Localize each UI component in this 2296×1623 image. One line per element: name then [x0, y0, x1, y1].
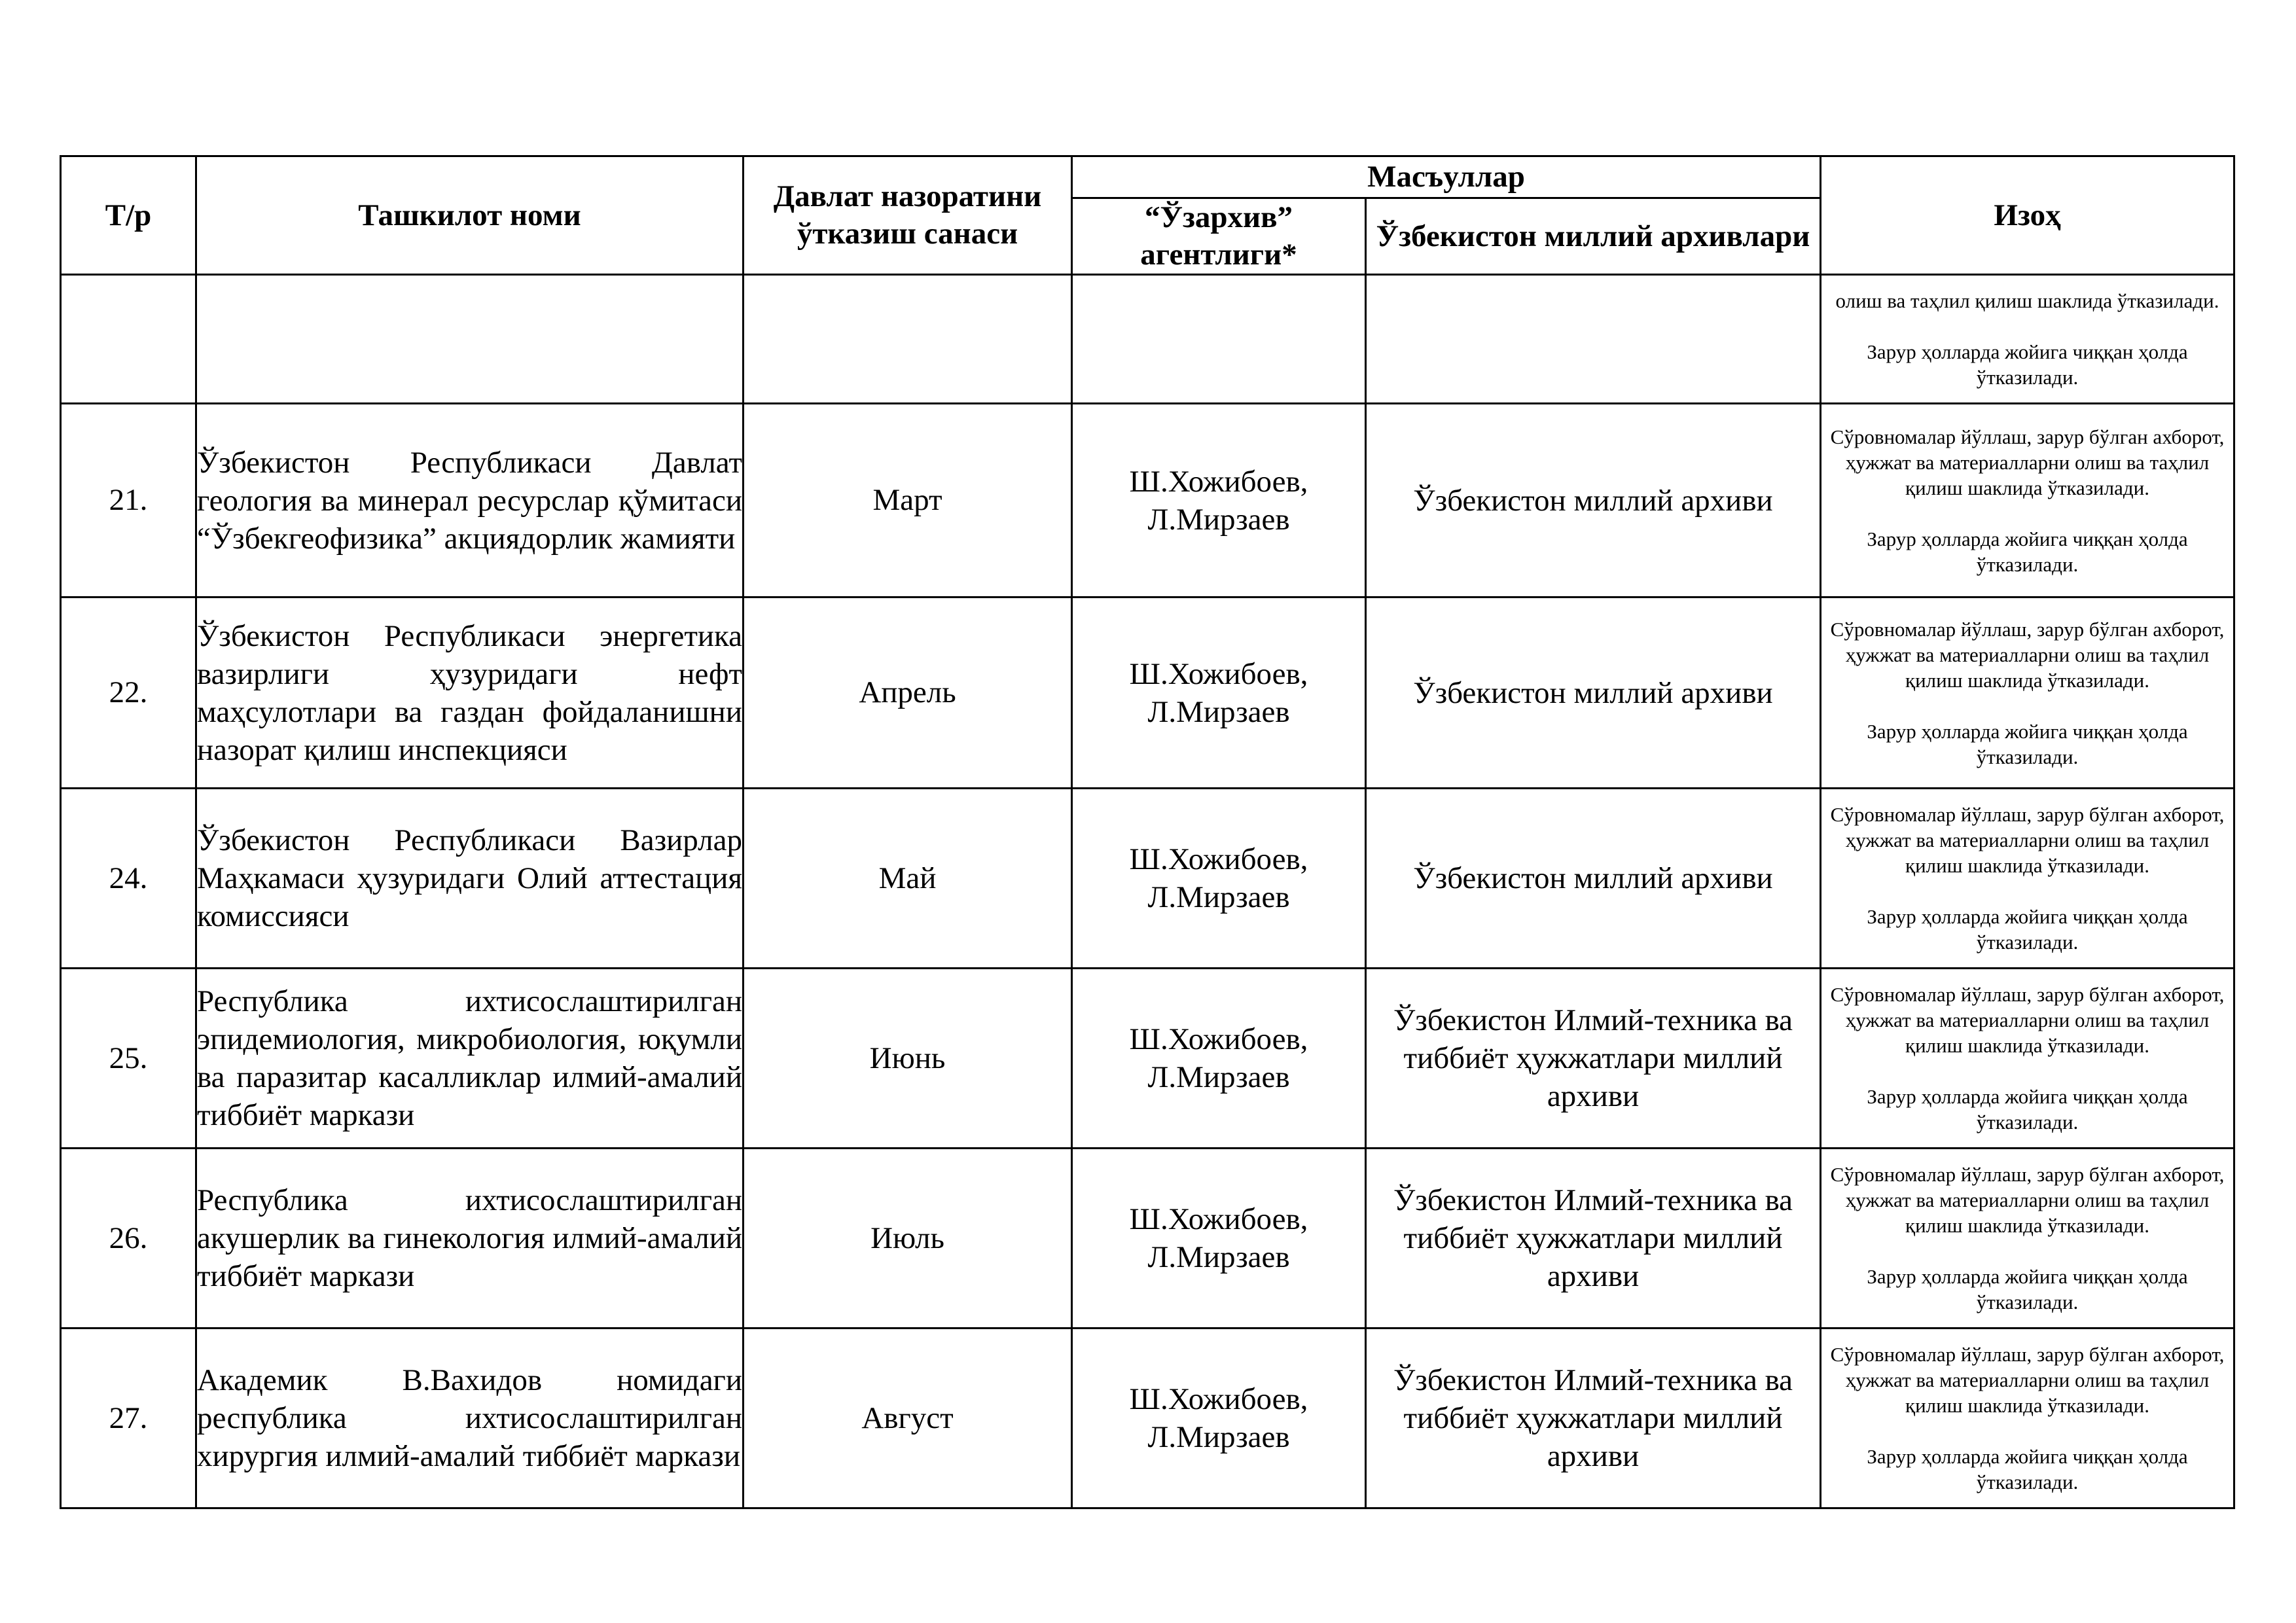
note-text: Зарур ҳолларда жойига чиққан ҳолда ўтказилади. [1867, 1445, 2188, 1493]
cell-month: Март [744, 404, 1072, 597]
cell-organization: Республика ихтисослаштирилган эпидемиология, микробиология, юқумли ва паразитар касалликлар илмий-амалий тиббиёт маркази [196, 969, 744, 1149]
header-note: Изоҳ [1821, 156, 2234, 275]
control-schedule-table [60, 155, 2235, 1509]
cell-organization: Ўзбекистон Республикаси Вазирлар Маҳкамаси ҳузуридаги Олий аттестация комиссияси [196, 789, 744, 969]
cell-note [1821, 789, 2234, 969]
note-text: Зарур ҳолларда жойига чиққан ҳолда ўтказилади. [1867, 527, 2188, 576]
table-row [61, 1329, 2234, 1508]
table-row [61, 597, 2234, 789]
header-archives: Ўзбекистон миллий архивлари [1366, 198, 1821, 275]
cell-archive: Ўзбекистон миллий архиви [1366, 789, 1821, 969]
cell-month: Май [744, 789, 1072, 969]
cell-month [744, 275, 1072, 404]
table-row-continued [61, 275, 2234, 404]
cell-archive: Ўзбекистон миллий архиви [1366, 597, 1821, 789]
cell-number: 26. [61, 1149, 196, 1329]
cell-note [1821, 597, 2234, 789]
cell-agency: Ш.Хожибоев, Л.Мирзаев [1072, 1149, 1366, 1329]
cell-note [1821, 1149, 2234, 1329]
note-text: Сўровномалар йўллаш, зарур бўлган ахборот, ҳужжат ва материалларни олиш ва таҳлил қилиш шаклида ўтказилади. [1830, 1343, 2225, 1417]
cell-note [1821, 1329, 2234, 1508]
table-row [61, 969, 2234, 1149]
cell-agency: Ш.Хожибоев, Л.Мирзаев [1072, 597, 1366, 789]
cell-agency: Ш.Хожибоев, Л.Мирзаев [1072, 1329, 1366, 1508]
cell-archive: Ўзбекистон миллий архиви [1366, 404, 1821, 597]
note-text: Зарур ҳолларда жойига чиққан ҳолда ўтказилади. [1867, 719, 2188, 768]
cell-archive: Ўзбекистон Илмий-техника ва тиббиёт ҳужжатлари миллий архиви [1366, 1329, 1821, 1508]
cell-number: 22. [61, 597, 196, 789]
cell-organization [196, 275, 744, 404]
cell-month: Июнь [744, 969, 1072, 1149]
cell-month: Июль [744, 1149, 1072, 1329]
cell-number: 25. [61, 969, 196, 1149]
cell-number [61, 275, 196, 404]
cell-archive: Ўзбекистон Илмий-техника ва тиббиёт ҳужжатлари миллий архиви [1366, 969, 1821, 1149]
cell-agency: Ш.Хожибоев, Л.Мирзаев [1072, 404, 1366, 597]
cell-number: 21. [61, 404, 196, 597]
note-text: Сўровномалар йўллаш, зарур бўлган ахборот, ҳужжат ва материалларни олиш ва таҳлил қилиш шаклида ўтказилади. [1830, 983, 2225, 1057]
note-text: Зарур ҳолларда жойига чиққан ҳолда ўтказилади. [1867, 340, 2188, 389]
cell-number: 24. [61, 789, 196, 969]
note-text: Сўровномалар йўллаш, зарур бўлган ахборот, ҳужжат ва материалларни олиш ва таҳлил қилиш шаклида ўтказилади. [1830, 425, 2225, 499]
note-text: Сўровномалар йўллаш, зарур бўлган ахборот, ҳужжат ва материалларни олиш ва таҳлил қилиш шаклида ўтказилади. [1830, 803, 2225, 877]
table-row [61, 789, 2234, 969]
note-text: Зарур ҳолларда жойига чиққан ҳолда ўтказилади. [1867, 1085, 2188, 1133]
cell-archive: Ўзбекистон Илмий-техника ва тиббиёт ҳужжатлари миллий архиви [1366, 1149, 1821, 1329]
note-text: Сўровномалар йўллаш, зарур бўлган ахборот, ҳужжат ва материалларни олиш ва таҳлил қилиш шаклида ўтказилади. [1830, 617, 2225, 692]
cell-number: 27. [61, 1329, 196, 1508]
cell-agency: Ш.Хожибоев, Л.Мирзаев [1072, 789, 1366, 969]
cell-organization: Ўзбекистон Республикаси энергетика вазирлиги ҳузуридаги нефт маҳсулотлари ва газдан фойдаланишни назорат қилиш инспекцияси [196, 597, 744, 789]
note-text: Зарур ҳолларда жойига чиққан ҳолда ўтказилади. [1867, 905, 2188, 954]
cell-organization: Республика ихтисослаштирилган акушерлик ва гинекология илмий-амалий тиббиёт маркази [196, 1149, 744, 1329]
header-number: Т/р [61, 156, 196, 275]
note-text: олиш ва таҳлил қилиш шаклида ўтказилади. [1835, 289, 2219, 312]
cell-archive [1366, 275, 1821, 404]
cell-note [1821, 969, 2234, 1149]
table-row [61, 404, 2234, 597]
table-row [61, 1149, 2234, 1329]
cell-note [1821, 404, 2234, 597]
cell-agency: Ш.Хожибоев, Л.Мирзаев [1072, 969, 1366, 1149]
header-agency: “Ўзархив” агентлиги* [1072, 198, 1366, 275]
cell-month: Август [744, 1329, 1072, 1508]
cell-organization: Академик В.Вахидов номидаги республика ихтисослаштирилган хирургия илмий-амалий тиббиёт маркази [196, 1329, 744, 1508]
cell-organization: Ўзбекистон Республикаси Давлат геология ва минерал ресурслар қўмитаси “Ўзбекгеофизика” акциядорлик жамияти [196, 404, 744, 597]
header-organization: Ташкилот номи [196, 156, 744, 275]
header-row-top [61, 156, 2234, 198]
cell-month: Апрель [744, 597, 1072, 789]
header-control-date: Давлат назоратини ўтказиш санаси [744, 156, 1072, 275]
note-text: Зарур ҳолларда жойига чиққан ҳолда ўтказилади. [1867, 1265, 2188, 1313]
cell-agency [1072, 275, 1366, 404]
header-responsible: Масъуллар [1072, 156, 1821, 198]
cell-note [1821, 275, 2234, 404]
note-text: Сўровномалар йўллаш, зарур бўлган ахборот, ҳужжат ва материалларни олиш ва таҳлил қилиш шаклида ўтказилади. [1830, 1163, 2225, 1237]
